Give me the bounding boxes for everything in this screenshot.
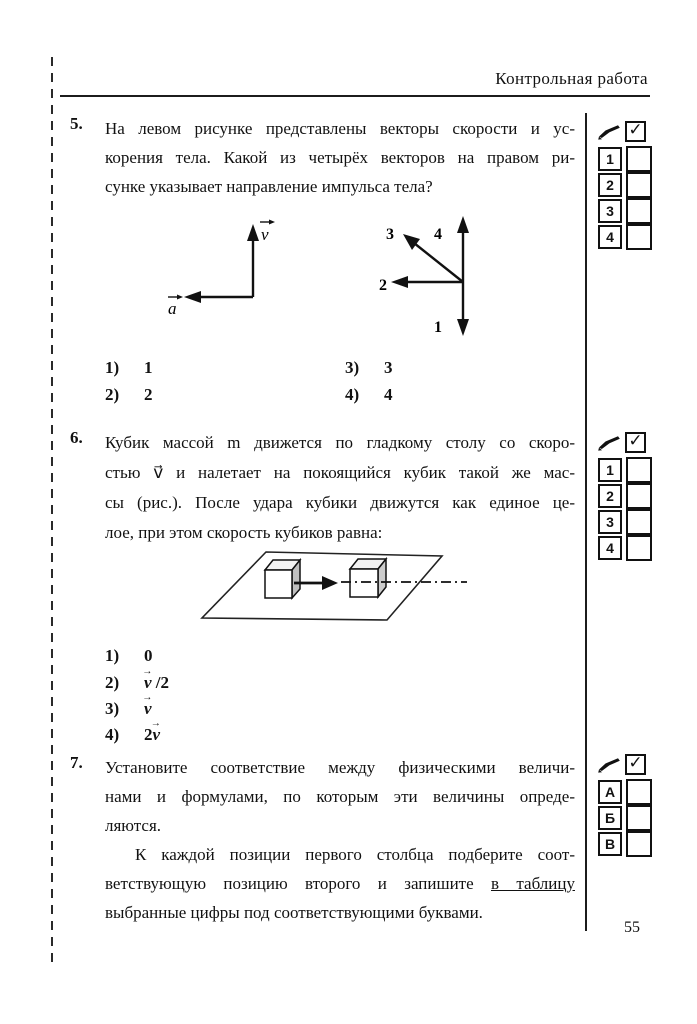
option-number-box: 1 (598, 147, 622, 171)
acceleration-label: a (168, 299, 177, 318)
question-6-text (105, 428, 575, 548)
question-7-number: 7. (70, 753, 83, 772)
answer-row-3 (598, 198, 652, 224)
checked-checkbox-icon (625, 432, 646, 453)
option-number-box: 3 (598, 199, 622, 223)
question-text-line: На левом рисунке представлены векторы скорости и ус- (105, 119, 575, 138)
question-5-figure (160, 210, 505, 353)
question-text-line: выбранные цифры под соответствующими буквами. (105, 903, 483, 922)
option-number-box: 2 (598, 484, 622, 508)
question-5-number: 5. (70, 114, 83, 133)
question-text-line: К каждой позиции первого столбца подберите соот- (135, 845, 575, 864)
answer-checkbox[interactable] (626, 224, 652, 250)
answer-row-b (598, 805, 652, 831)
question-text-line: Установите соответствие между физическими величи- (105, 758, 575, 777)
option-letter-box: Б (598, 806, 622, 830)
answer-checkbox[interactable] (626, 509, 652, 535)
vector-v: v → (144, 673, 152, 693)
answer-row-3 (598, 509, 652, 535)
question-6-figure (195, 540, 475, 640)
vector-label-3: 3 (386, 226, 394, 243)
vectors-diagram (160, 210, 505, 348)
column-divider (585, 113, 587, 931)
answer-option (345, 358, 393, 378)
vector-label-2: 2 (379, 277, 387, 294)
answer-checkbox[interactable] (626, 535, 652, 561)
option-marker: 3) (105, 699, 120, 718)
checked-checkbox-icon (625, 121, 646, 142)
answer-row-1 (598, 457, 652, 483)
panel-header (597, 754, 646, 775)
option-marker: 2) (105, 673, 120, 692)
option-marker: 4) (345, 385, 360, 404)
check-icon: ✓ (628, 120, 643, 140)
question-text-line: корения тела. Какой из четырёх векторов на правом ри- (105, 148, 575, 167)
page-header: Контрольная работа (495, 69, 648, 88)
question-7-text (105, 753, 575, 927)
option-number-box: 4 (598, 225, 622, 249)
answer-option (105, 358, 153, 378)
option-value: 4 (384, 385, 393, 404)
answer-option (105, 725, 160, 745)
question-text-line: сы (рис.). После удара кубики движутся как единое це- (105, 493, 575, 512)
checked-checkbox-icon (625, 754, 646, 775)
option-marker: 4) (105, 725, 120, 744)
option-marker: 1) (105, 358, 120, 377)
page-number: 55 (624, 919, 640, 936)
option-number-box: 4 (598, 536, 622, 560)
answer-row-a (598, 779, 652, 805)
question-text-line: ветствующую позицию второго и запишите в таблицу (105, 874, 575, 893)
option-value (144, 699, 152, 719)
answer-row-4 (598, 224, 652, 250)
answer-row-2 (598, 483, 652, 509)
option-number-box: 1 (598, 458, 622, 482)
option-letter-box: А (598, 780, 622, 804)
answer-checkbox[interactable] (626, 805, 652, 831)
question-text-line: стью v⃗ и налетает на покоящийся кубик такой же мас- (105, 463, 575, 482)
answer-row-1 (598, 146, 652, 172)
option-number-box: 3 (598, 510, 622, 534)
panel-header (597, 432, 646, 453)
answer-option (105, 385, 153, 405)
answer-checkbox[interactable] (626, 198, 652, 224)
question-text-line: лое, при этом скорость кубиков равна: (105, 523, 383, 542)
answer-row-2 (598, 172, 652, 198)
answer-checkbox[interactable] (626, 457, 652, 483)
option-letter-box: В (598, 832, 622, 856)
option-value: 2v → (144, 725, 160, 745)
answer-checkbox[interactable] (626, 831, 652, 857)
answer-option (345, 385, 393, 405)
option-marker: 2) (105, 385, 120, 404)
answer-row-4 (598, 535, 652, 561)
answer-checkbox[interactable] (626, 146, 652, 172)
question-text-line: нами и формулами, по которым эти величины опреде- (105, 787, 575, 806)
vector-label-4: 4 (434, 226, 442, 243)
pencil-icon (597, 123, 621, 140)
answer-option (105, 699, 152, 719)
question-text-line: ляются. (105, 816, 162, 835)
option-marker: 1) (105, 646, 120, 665)
question-text-line: Кубик массой m движется по гладкому столу со скоро- (105, 433, 575, 452)
answer-row-v (598, 831, 652, 857)
answer-checkbox[interactable] (626, 779, 652, 805)
vector-v: v → (144, 699, 152, 719)
option-value: 2 (144, 385, 153, 404)
check-icon: ✓ (628, 753, 643, 773)
cubes-on-table-diagram (195, 540, 475, 635)
option-value: 1 (144, 358, 153, 377)
option-number-box: 2 (598, 173, 622, 197)
answer-checkbox[interactable] (626, 172, 652, 198)
panel-header (597, 121, 646, 142)
check-icon: ✓ (628, 431, 643, 451)
answer-option (105, 673, 169, 693)
pencil-icon (597, 434, 621, 451)
answer-checkbox[interactable] (626, 483, 652, 509)
question-5-text (105, 114, 575, 201)
underlined-phrase: в таблицу (491, 874, 575, 893)
pencil-icon (597, 756, 621, 773)
header-rule (60, 95, 650, 97)
vector-v: v → (153, 725, 161, 745)
vector-label-1: 1 (434, 319, 442, 336)
option-value: 0 (144, 646, 153, 665)
option-value: v → /2 (144, 673, 169, 693)
option-marker: 3) (345, 358, 360, 377)
cut-line (51, 57, 53, 962)
question-text-line: сунке указывает направление импульса тела? (105, 177, 433, 196)
option-value: 3 (384, 358, 393, 377)
velocity-label: v (261, 225, 269, 244)
question-6-number: 6. (70, 428, 83, 447)
answer-option (105, 646, 153, 666)
